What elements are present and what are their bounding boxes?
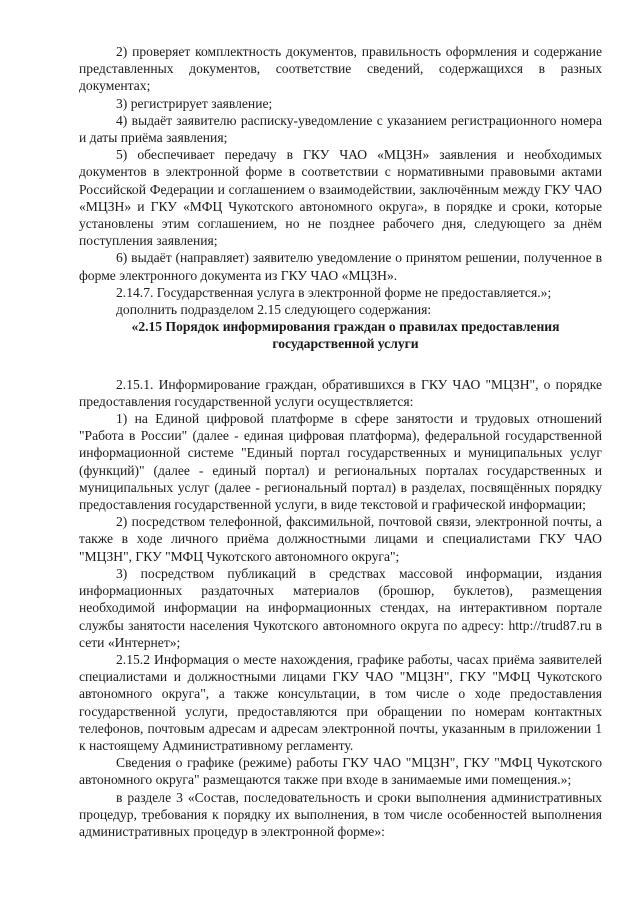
paragraph-item-4-receipt: 4) выдаёт заявителю расписку-уведомление с указанием регистрационного номера и даты приёма заявления;	[79, 112, 602, 146]
paragraph-item-3-register: 3) регистрирует заявление;	[116, 95, 273, 111]
paragraph-section-3: в разделе 3 «Состав, последовательность и сроки выполнения административных процедур, требования к порядку их выполнения, в том числе особенностей выполнения административных процедур в электронной форме»:	[79, 789, 602, 839]
paragraph-item-3-publications: 3) посредством публикаций в средствах массовой информации, издания информационных раздаточных материалов (брошюр, буклетов), размещения необходимой информации на информационных стендах, на интерактивном портале службы занятости населения Чукотского автономного округа по адресу: http://trud87.ru в сети «Интернет»;	[79, 565, 602, 650]
paragraph-item-2-check: 2) проверяет комплектность документов, правильность оформления и содержание представленных документов, соответствие сведений, содержащихся в разных документах;	[79, 44, 602, 94]
paragraph-item-2-communication: 2) посредством телефонной, факсимильной, почтовой связи, электронной почты, а также в ходе личного приёма должностными лицами и специалистами ГКУ ЧАО "МЦЗН", ГКУ "МФЦ Чукотского автономного округа";	[79, 514, 602, 564]
paragraph-2-15-2: 2.15.2 Информация о месте нахождения, графике работы, часах приёма заявителей специалистами и должностными лицами ГКУ ЧАО "МЦЗН", ГКУ "МФЦ Чукотского автономного округа", а также консультации, в том числе о ходе предоставления государственной услуги, предоставляются при обращении по номерам контактных телефонов, почтовым адресам и адресам электронной почты, указанным в приложении 1 к настоящему Административному регламенту.	[79, 651, 602, 753]
paragraph-2-15-1: 2.15.1. Информирование граждан, обратившихся в ГКУ ЧАО "МЦЗН", о порядке предоставления государственной услуги осуществляется:	[79, 376, 602, 409]
paragraph-item-5-transfer: 5) обеспечивает передачу в ГКУ ЧАО «МЦЗН» заявления и необходимых документов в электронной форме в соответствии с нормативными правовыми актами Российской Федерации и соглашением о взаимодействии, заключённым между ГКУ ЧАО «МЦЗН» и ГКУ «МФЦ Чукотского автономного округа», в порядке и сроки, которые установлены этим соглашением, но не позднее рабочего дня, следующего за днём поступления заявления;	[79, 147, 602, 249]
paragraph-item-1-platforms: 1) на Единой цифровой платформе в сфере занятости и трудовых отношений "Работа в России" (далее - единая цифровая платформа), федеральной государственной информационной системе "Единый портал государственных и муниципальных услуг (функций)" (далее - единый портал) и региональных порталах государственных и муниципальных услуг (далее - региональный портал) в разделах, посвящённых порядку предоставления государственной услуги, в виде текстовой и графической информации;	[79, 411, 602, 513]
paragraph-schedule-info: Сведения о графике (режиме) работы ГКУ ЧАО "МЦЗН", ГКУ "МФЦ Чукотского автономного округа" размещаются также при входе в занимаемые ими помещения.»;	[79, 755, 602, 788]
paragraph-2-14-7: 2.14.7. Государственная услуга в электронной форме не предоставляется.»;	[116, 284, 552, 300]
paragraph-item-6-notice: 6) выдаёт (направляет) заявителю уведомление о принятом решении, полученное в форме электронного документа из ГКУ ЧАО «МЦЗН».	[79, 250, 602, 283]
paragraph-add-subsection: дополнить подразделом 2.15 следующего содержания:	[116, 302, 432, 318]
document-page	[79, 43, 602, 840]
section-heading-2-15: «2.15 Порядок информирования граждан о правилах предоставления государственной услуги	[131, 319, 560, 352]
